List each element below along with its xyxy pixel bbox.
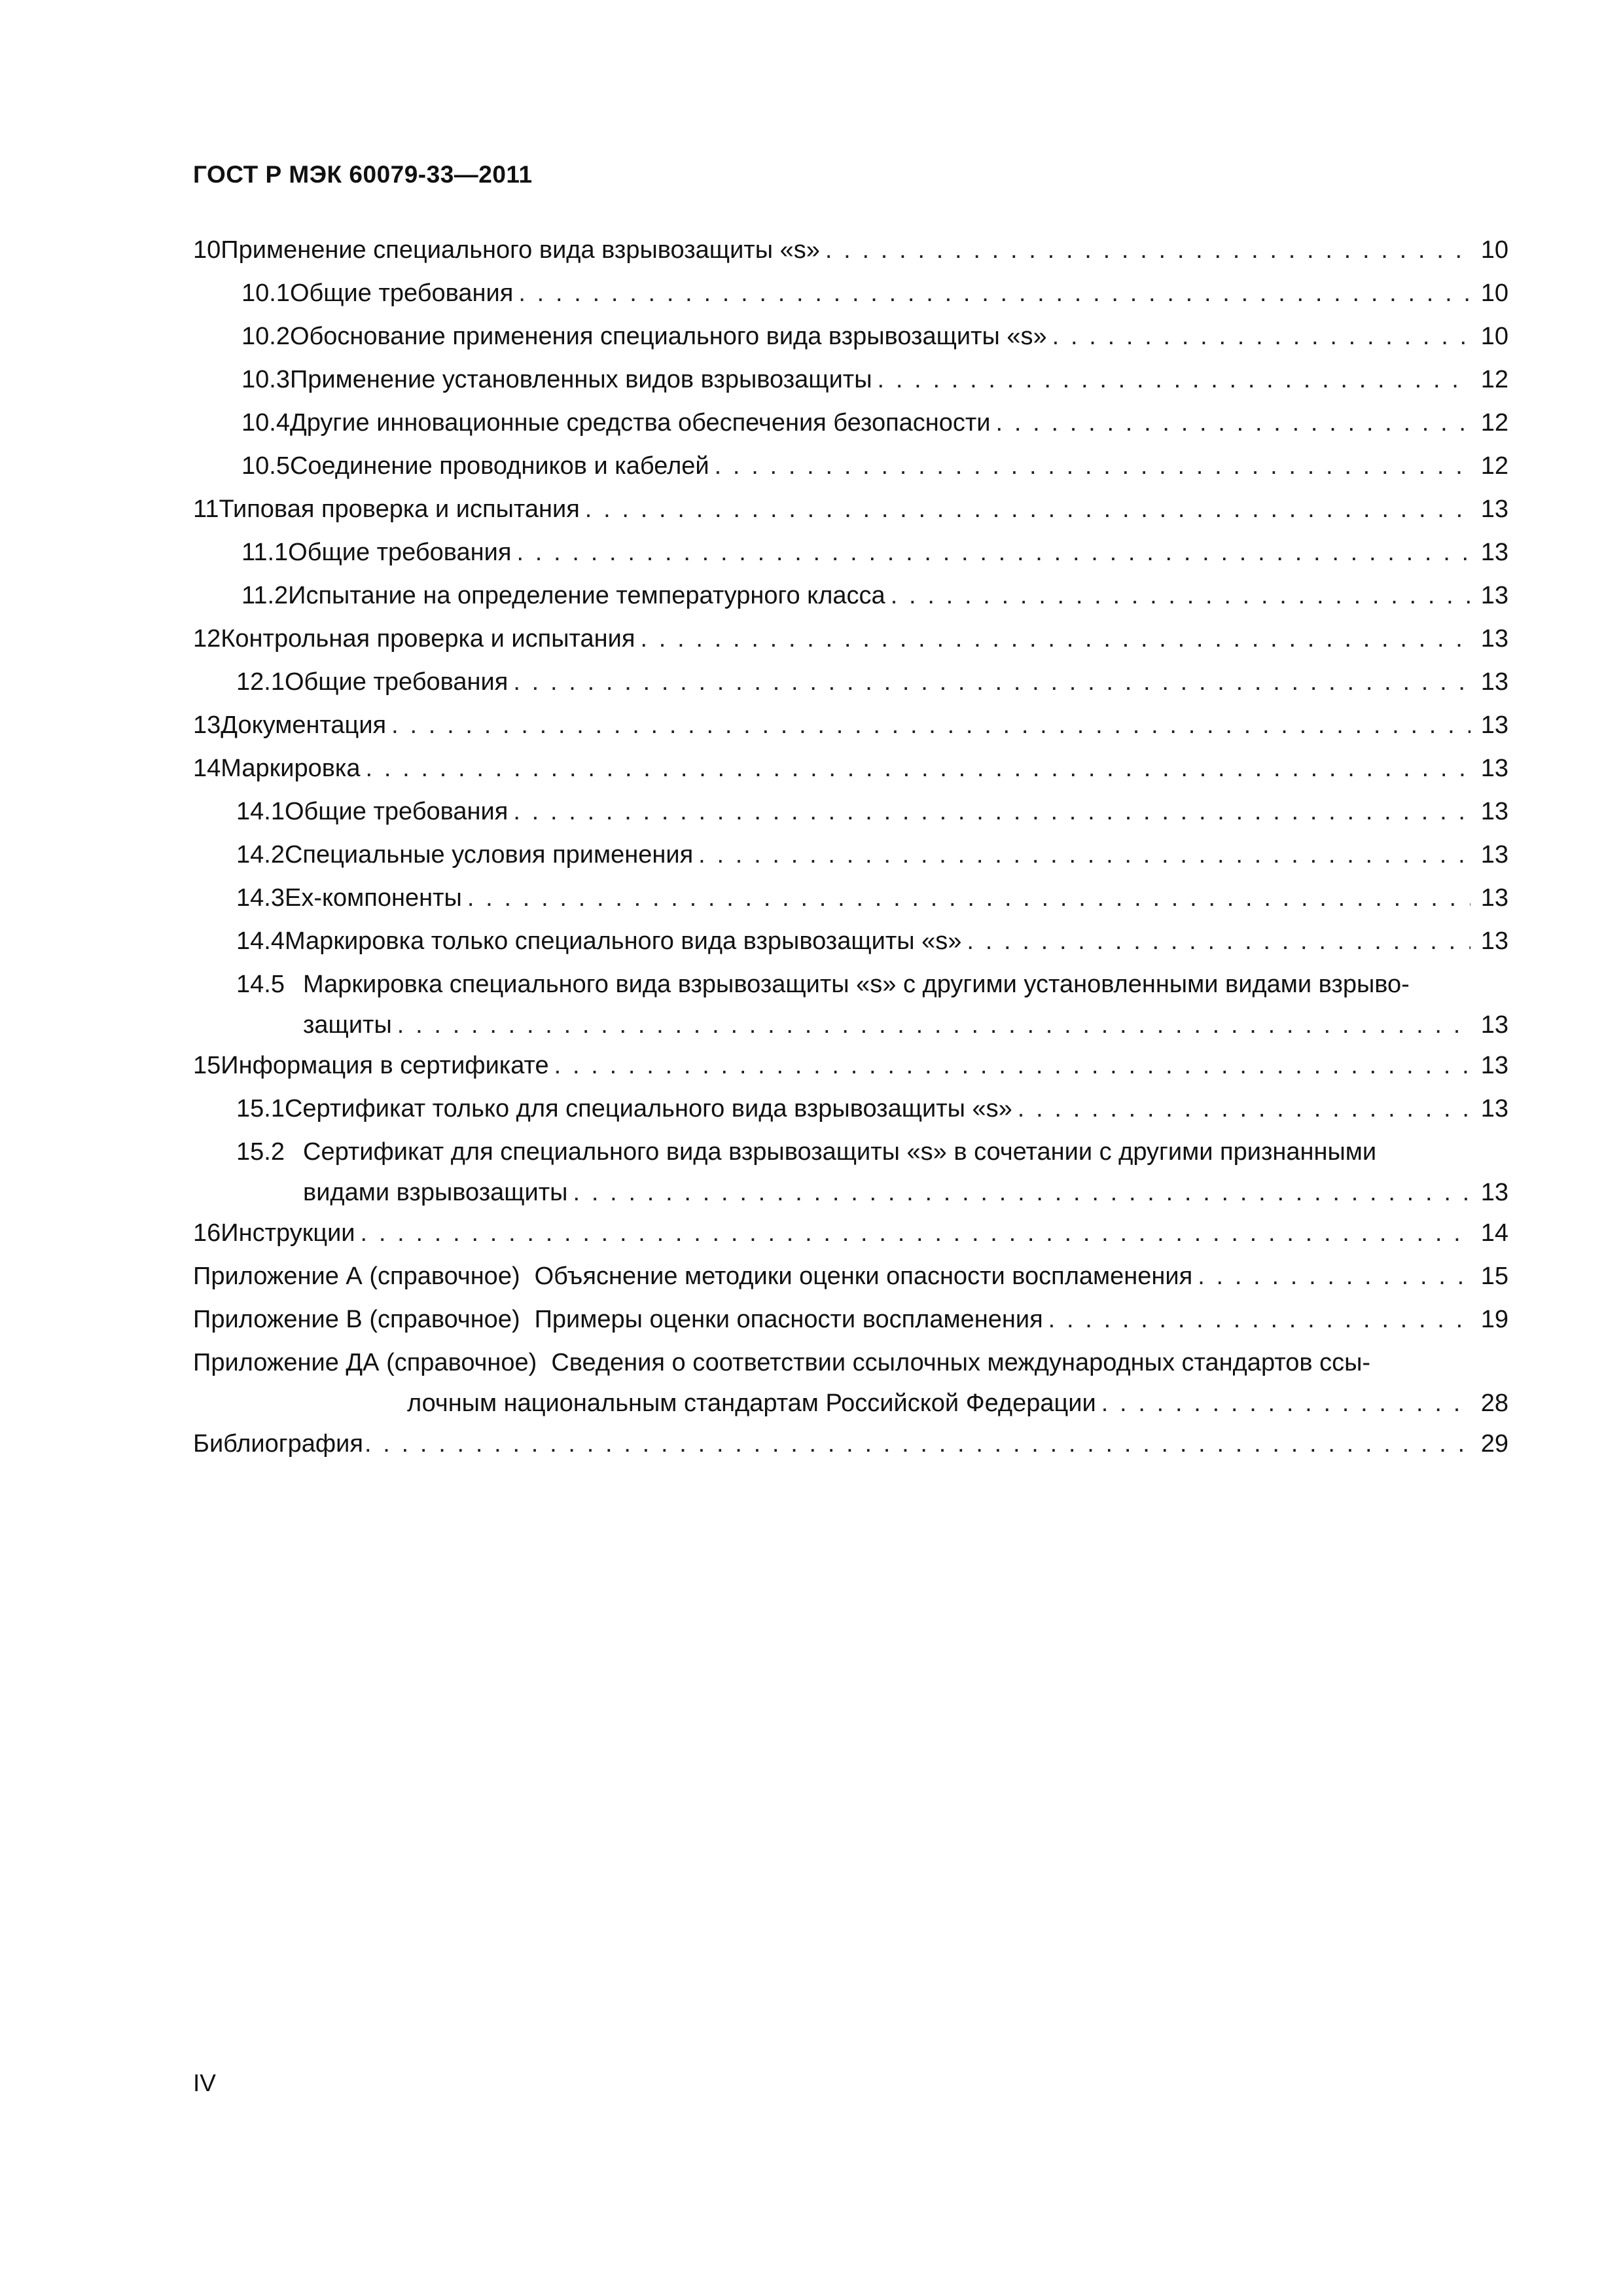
toc-title-continued: лочным национальным стандартам Российской Федерации (407, 1390, 1096, 1417)
toc-title: Объяснение методики оценки опасности воспламенения (534, 1263, 1193, 1290)
toc-page: 15 (1480, 1263, 1508, 1290)
toc-title: Применение установленных видов взрывозащиты (289, 366, 872, 393)
toc-number: 14.5 (236, 971, 285, 998)
toc-page: 13 (1480, 1179, 1508, 1206)
dot-leader (891, 574, 1471, 617)
toc-page: 12 (1480, 366, 1508, 393)
dot-leader (715, 444, 1471, 488)
toc-entry[interactable] (193, 660, 1508, 704)
toc-page: 13 (1480, 582, 1508, 609)
dot-leader (365, 1422, 1471, 1465)
toc-number: 14.3 (236, 884, 285, 912)
toc-page: 10 (1480, 323, 1508, 350)
toc-page: 19 (1480, 1306, 1508, 1333)
toc-page: 13 (1480, 625, 1508, 653)
dot-leader (513, 660, 1471, 704)
toc-title: Документация (221, 711, 387, 739)
dot-leader (518, 272, 1471, 315)
toc-page: 13 (1480, 495, 1508, 523)
toc-title: Сертификат только для специального вида взрывозащиты «s» (284, 1095, 1012, 1122)
toc-page: 29 (1480, 1430, 1508, 1458)
toc-number: 16 (193, 1219, 221, 1247)
toc-page: 10 (1480, 236, 1508, 264)
toc-title: Обоснование применения специального вида взрывозащиты «s» (289, 323, 1047, 350)
dot-leader (513, 790, 1471, 833)
toc-entry[interactable] (193, 488, 1508, 531)
toc-page: 13 (1480, 539, 1508, 566)
toc-number: 15.1 (236, 1095, 285, 1122)
toc-entry[interactable] (193, 228, 1508, 272)
appendix-label: Приложение В (справочное) (193, 1306, 520, 1333)
toc-entry[interactable] (193, 876, 1508, 920)
toc-entry[interactable] (193, 531, 1508, 574)
toc-title: Специальные условия применения (284, 841, 694, 869)
toc-page: 13 (1480, 798, 1508, 825)
appendix-label: Приложение А (справочное) (193, 1263, 520, 1290)
appendix-label: Приложение ДА (справочное) (193, 1349, 537, 1376)
toc-entry[interactable] (193, 574, 1508, 617)
toc-entry[interactable] (193, 790, 1508, 833)
toc-title: Испытание на определение температурного класса (288, 582, 885, 609)
dot-leader (1198, 1255, 1471, 1298)
toc-title-continued: видами взрывозащиты (303, 1179, 568, 1206)
toc-title: Общие требования (289, 279, 514, 307)
toc-title: Маркировка (221, 755, 361, 782)
toc-entry-appendix[interactable] (193, 1341, 1508, 1422)
toc-number: 10.5 (241, 452, 290, 480)
dot-leader (996, 401, 1471, 444)
toc-page: 13 (1480, 711, 1508, 739)
toc-page: 13 (1480, 1095, 1508, 1122)
toc-number: 14.1 (236, 798, 285, 825)
dot-leader (698, 833, 1471, 876)
toc-number: 10.2 (241, 323, 290, 350)
toc-page: 13 (1480, 1052, 1508, 1079)
dot-leader (361, 1211, 1471, 1255)
dot-leader (573, 1174, 1471, 1211)
dot-leader (1052, 315, 1471, 358)
toc-entry[interactable] (193, 1087, 1508, 1130)
dot-leader (585, 488, 1471, 531)
table-of-contents (193, 228, 1508, 1465)
toc-entry[interactable] (193, 401, 1508, 444)
toc-entry-appendix[interactable] (193, 1255, 1508, 1298)
toc-page: 14 (1480, 1219, 1508, 1247)
toc-entry[interactable] (193, 1130, 1508, 1211)
toc-title: Информация в сертификате (221, 1052, 549, 1079)
toc-page: 10 (1480, 279, 1508, 307)
dot-leader (366, 747, 1471, 790)
toc-title-continued: защиты (303, 1011, 392, 1039)
dot-leader (1101, 1384, 1471, 1422)
dot-leader (878, 358, 1471, 401)
toc-number: 10.1 (241, 279, 290, 307)
toc-title: Ex-компоненты (284, 884, 462, 912)
toc-entry-appendix[interactable] (193, 1298, 1508, 1341)
toc-number: 10 (193, 236, 221, 264)
dot-leader (1018, 1087, 1471, 1130)
toc-title: Соединение проводников и кабелей (289, 452, 709, 480)
toc-entry[interactable] (193, 1044, 1508, 1087)
toc-number: 14.4 (236, 927, 285, 955)
toc-entry[interactable] (193, 358, 1508, 401)
toc-page: 13 (1480, 884, 1508, 912)
page-number-footer: IV (193, 2070, 216, 2096)
toc-number: 14 (193, 755, 221, 782)
toc-entry[interactable] (193, 833, 1508, 876)
toc-entry-bibliography[interactable] (193, 1422, 1508, 1465)
toc-title: Сертификат для специального вида взрывозащиты «s» в сочетании с другими признанными (303, 1138, 1377, 1166)
toc-entry[interactable] (193, 704, 1508, 747)
toc-number: 15.2 (236, 1138, 285, 1166)
toc-entry[interactable] (193, 1211, 1508, 1255)
toc-number: 15 (193, 1052, 221, 1079)
dot-leader (467, 876, 1471, 920)
document-header: ГОСТ Р МЭК 60079-33—2011 (193, 161, 533, 188)
toc-number: 10.3 (241, 366, 290, 393)
toc-page: 13 (1480, 841, 1508, 869)
dot-leader (1048, 1298, 1471, 1341)
toc-title: Общие требования (284, 668, 508, 696)
toc-number: 11.2 (241, 582, 289, 609)
dot-leader (516, 531, 1471, 574)
toc-entry[interactable] (193, 747, 1508, 790)
dot-leader (825, 228, 1471, 272)
toc-entry[interactable] (193, 315, 1508, 358)
toc-title: Маркировка только специального вида взрывозащиты «s» (284, 927, 962, 955)
toc-page: 13 (1480, 1011, 1508, 1039)
toc-page: 13 (1480, 668, 1508, 696)
dot-leader (397, 1006, 1471, 1044)
toc-title: Другие инновационные средства обеспечения безопасности (289, 409, 991, 437)
toc-title: Маркировка специального вида взрывозащиты «s» с другими установленными видами взрыво- (303, 971, 1410, 998)
toc-number: 10.4 (241, 409, 290, 437)
dot-leader (967, 920, 1471, 963)
toc-page: 13 (1480, 755, 1508, 782)
toc-entry[interactable] (193, 920, 1508, 963)
toc-title: Инструкции (221, 1219, 355, 1247)
toc-title: Применение специального вида взрывозащиты «s» (221, 236, 820, 264)
toc-number: 13 (193, 711, 221, 739)
toc-title: Типовая проверка и испытания (219, 495, 580, 523)
toc-number: 12.1 (236, 668, 285, 696)
toc-title: Библиография (193, 1430, 363, 1458)
toc-title: Примеры оценки опасности воспламенения (534, 1306, 1043, 1333)
dot-leader (640, 617, 1471, 660)
toc-page: 28 (1480, 1390, 1508, 1417)
toc-number: 12 (193, 625, 221, 653)
toc-title: Общие требования (284, 798, 508, 825)
toc-entry[interactable] (193, 617, 1508, 660)
toc-title: Сведения о соответствии ссылочных международных стандартов ссы- (551, 1349, 1371, 1376)
toc-page: 13 (1480, 927, 1508, 955)
toc-title: Контрольная проверка и испытания (221, 625, 635, 653)
toc-title: Общие требования (288, 539, 512, 566)
dot-leader (554, 1044, 1471, 1087)
toc-entry[interactable] (193, 272, 1508, 315)
toc-number: 11 (193, 495, 219, 523)
toc-number: 14.2 (236, 841, 285, 869)
toc-entry[interactable] (193, 963, 1508, 1044)
toc-number: 11.1 (241, 539, 289, 566)
toc-entry[interactable] (193, 444, 1508, 488)
toc-page: 12 (1480, 409, 1508, 437)
toc-page: 12 (1480, 452, 1508, 480)
dot-leader (391, 704, 1471, 747)
